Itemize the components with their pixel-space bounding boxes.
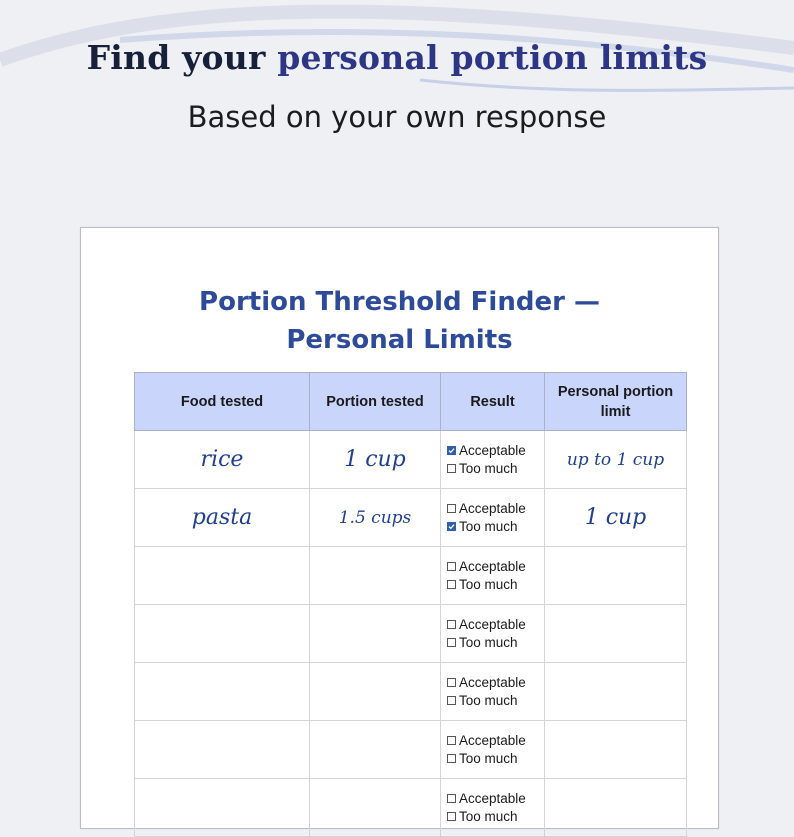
cell-food[interactable] <box>135 431 310 489</box>
checkbox-too-much[interactable] <box>447 580 456 589</box>
checkbox-too-much[interactable] <box>447 638 456 647</box>
checkbox-acceptable[interactable] <box>447 620 456 629</box>
worksheet-title-line2: Personal Limits <box>286 325 513 355</box>
table-row <box>135 431 687 489</box>
cell-portion[interactable] <box>310 431 441 489</box>
option-acceptable-label: Acceptable <box>459 617 526 632</box>
checkbox-acceptable[interactable] <box>447 562 456 571</box>
table-row <box>135 779 687 837</box>
food-value: rice <box>200 447 244 472</box>
option-acceptable[interactable] <box>447 616 544 634</box>
cell-limit[interactable] <box>545 721 687 779</box>
option-acceptable-label: Acceptable <box>459 733 526 748</box>
food-value: pasta <box>191 505 253 530</box>
limit-value: up to 1 cup <box>566 449 665 470</box>
cell-food[interactable] <box>135 605 310 663</box>
option-acceptable[interactable] <box>447 732 544 750</box>
cell-result <box>441 721 545 779</box>
table-row <box>135 605 687 663</box>
worksheet-title-line1: Portion Threshold Finder — <box>199 287 600 317</box>
cell-limit[interactable] <box>545 779 687 837</box>
option-too-much[interactable] <box>447 460 544 478</box>
cell-limit[interactable] <box>545 489 687 547</box>
cell-result <box>441 605 545 663</box>
column-header-portion: Portion tested <box>310 373 441 431</box>
column-header-food: Food tested <box>135 373 310 431</box>
page-subheadline: Based on your own response <box>187 100 607 134</box>
table-row <box>135 489 687 547</box>
headline-part1: Find your <box>86 38 278 77</box>
checkbox-acceptable[interactable] <box>447 678 456 687</box>
cell-portion[interactable] <box>310 547 441 605</box>
option-too-much[interactable] <box>447 808 544 826</box>
table-header-row <box>135 373 687 431</box>
checkbox-too-much[interactable] <box>447 696 456 705</box>
option-acceptable[interactable] <box>447 674 544 692</box>
option-acceptable[interactable] <box>447 442 544 460</box>
option-too-much-label: Too much <box>459 518 518 534</box>
cell-food[interactable] <box>135 721 310 779</box>
option-too-much-label: Too much <box>459 460 518 476</box>
option-acceptable-label: Acceptable <box>459 559 526 574</box>
headline-part2: personal portion limits <box>277 38 708 77</box>
checkbox-too-much[interactable] <box>447 754 456 763</box>
option-too-much-label: Too much <box>459 808 518 824</box>
cell-result <box>441 431 545 489</box>
cell-limit[interactable] <box>545 663 687 721</box>
option-too-much[interactable] <box>447 692 544 710</box>
column-header-result: Result <box>441 373 545 431</box>
option-acceptable-label: Acceptable <box>459 501 526 516</box>
option-acceptable-label: Acceptable <box>459 791 526 806</box>
cell-food[interactable] <box>135 489 310 547</box>
option-acceptable[interactable] <box>447 500 544 518</box>
option-too-much[interactable] <box>447 576 544 594</box>
cell-food[interactable] <box>135 779 310 837</box>
cell-result <box>441 779 545 837</box>
checkbox-too-much[interactable] <box>447 522 456 531</box>
option-acceptable-label: Acceptable <box>459 675 526 690</box>
limit-value: 1 cup <box>584 505 647 530</box>
cell-portion[interactable] <box>310 663 441 721</box>
cell-limit[interactable] <box>545 547 687 605</box>
worksheet-title <box>81 283 718 359</box>
checkbox-acceptable[interactable] <box>447 504 456 513</box>
option-acceptable-label: Acceptable <box>459 443 526 458</box>
checkbox-too-much[interactable] <box>447 812 456 821</box>
column-header-limit: Personal portion limit <box>545 373 687 431</box>
option-too-much-label: Too much <box>459 576 518 592</box>
checkbox-acceptable[interactable] <box>447 794 456 803</box>
option-too-much[interactable] <box>447 518 544 536</box>
cell-result <box>441 489 545 547</box>
cell-result <box>441 663 545 721</box>
page-headline <box>0 38 794 77</box>
table-row <box>135 663 687 721</box>
checkbox-too-much[interactable] <box>447 464 456 473</box>
cell-food[interactable] <box>135 663 310 721</box>
portion-value: 1.5 cups <box>338 507 412 528</box>
portion-table <box>134 372 687 837</box>
option-too-much[interactable] <box>447 634 544 652</box>
option-too-much[interactable] <box>447 750 544 768</box>
option-acceptable[interactable] <box>447 558 544 576</box>
table-row <box>135 721 687 779</box>
portion-value: 1 cup <box>344 447 406 472</box>
cell-portion[interactable] <box>310 489 441 547</box>
cell-limit[interactable] <box>545 431 687 489</box>
cell-result <box>441 547 545 605</box>
cell-portion[interactable] <box>310 605 441 663</box>
option-too-much-label: Too much <box>459 692 518 708</box>
cell-limit[interactable] <box>545 605 687 663</box>
cell-food[interactable] <box>135 547 310 605</box>
option-too-much-label: Too much <box>459 634 518 650</box>
option-acceptable[interactable] <box>447 790 544 808</box>
option-too-much-label: Too much <box>459 750 518 766</box>
cell-portion[interactable] <box>310 779 441 837</box>
checkbox-acceptable[interactable] <box>447 736 456 745</box>
checkbox-acceptable[interactable] <box>447 446 456 455</box>
worksheet <box>80 227 719 829</box>
table-row <box>135 547 687 605</box>
cell-portion[interactable] <box>310 721 441 779</box>
